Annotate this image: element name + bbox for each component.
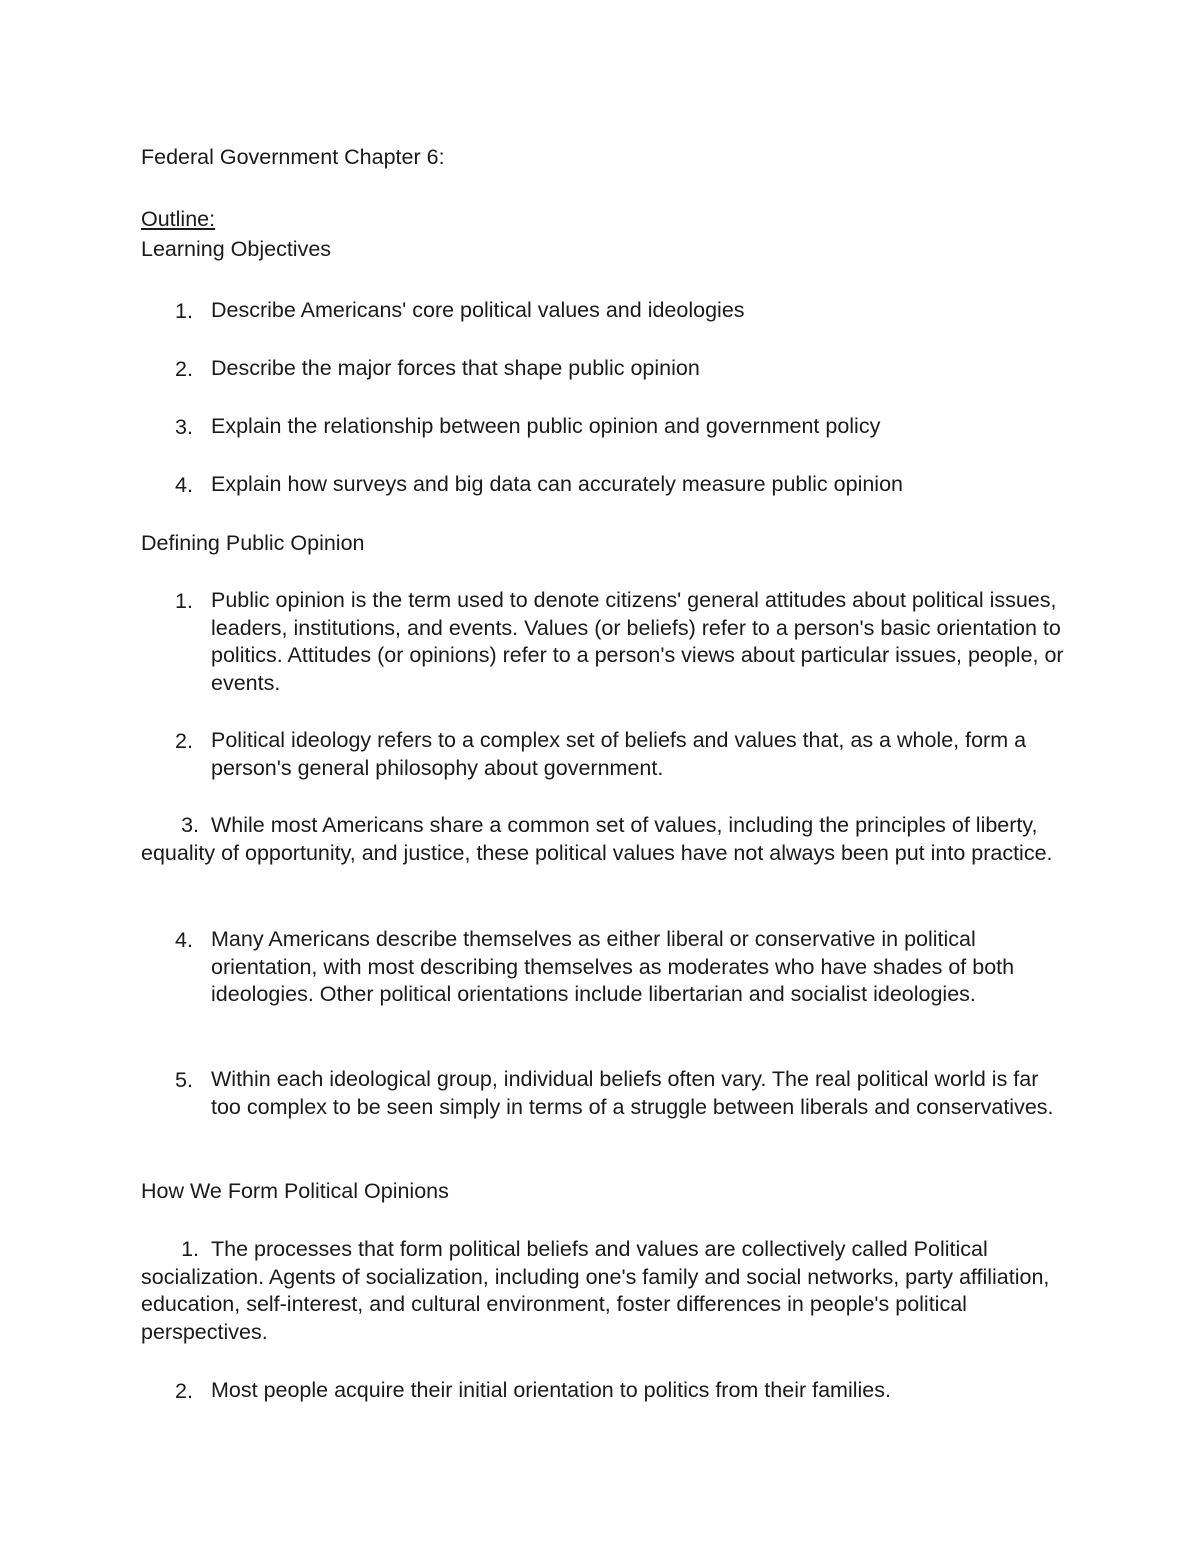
outline-label: Outline: — [141, 207, 216, 231]
document-title: Federal Government Chapter 6: — [141, 145, 445, 169]
learning-objectives-heading: Learning Objectives — [141, 237, 332, 261]
defining-item-unindented — [141, 812, 1066, 867]
defining-number: 2. — [175, 729, 193, 753]
objective-number: 4. — [175, 473, 193, 497]
defining-item: Political ideology refers to a complex set of beliefs and values that, as a whole, form a person's general philosophy about government. — [211, 728, 1027, 780]
forming-item-unindented — [141, 1236, 1066, 1346]
defining-item: Many Americans describe themselves as either liberal or conservative in political orientation, with most describing themselves as moderates who have shades of both ideologies. Other political orientations include libertarian and socialist ideologies. — [211, 927, 1015, 1006]
defining-number: 3. — [181, 813, 199, 837]
defining-heading: Defining Public Opinion — [141, 531, 365, 555]
forming-heading: How We Form Political Opinions — [141, 1179, 449, 1203]
forming-item: Most people acquire their initial orientation to politics from their families. — [211, 1378, 891, 1402]
forming-number: 2. — [175, 1379, 193, 1403]
objective-number: 3. — [175, 415, 193, 439]
defining-item: While most Americans share a common set of values, including the principles of liberty, equality of opportunity, and justice, these political values have not always been put into practice. — [141, 813, 1053, 865]
objective-item: Describe the major forces that shape public opinion — [211, 356, 700, 380]
defining-number: 1. — [175, 589, 193, 613]
forming-number: 1. — [181, 1237, 199, 1261]
defining-number: 4. — [175, 928, 193, 952]
objective-item: Explain how surveys and big data can accurately measure public opinion — [211, 472, 903, 496]
defining-item: Within each ideological group, individual beliefs often vary. The real political world is far too complex to be seen simply in terms of a struggle between liberals and conservatives. — [211, 1067, 1054, 1119]
defining-item: Public opinion is the term used to denote citizens' general attitudes about political issues, leaders, institutions, and events. Values (or beliefs) refer to a person's basic orientation to politics. Attitudes (or opinions) refer to a person's views about particular issues, people, or events. — [211, 588, 1064, 695]
objective-number: 1. — [175, 299, 193, 323]
objective-item: Describe Americans' core political values and ideologies — [211, 298, 745, 322]
defining-number: 5. — [175, 1068, 193, 1092]
objective-item: Explain the relationship between public opinion and government policy — [211, 414, 881, 438]
forming-item: The processes that form political beliefs and values are collectively called Political socialization. Agents of socialization, including one's family and social networks, party affiliation, education, self-interest, and cultural environment, foster differences in people's political perspectives. — [141, 1237, 1050, 1344]
objective-number: 2. — [175, 357, 193, 381]
